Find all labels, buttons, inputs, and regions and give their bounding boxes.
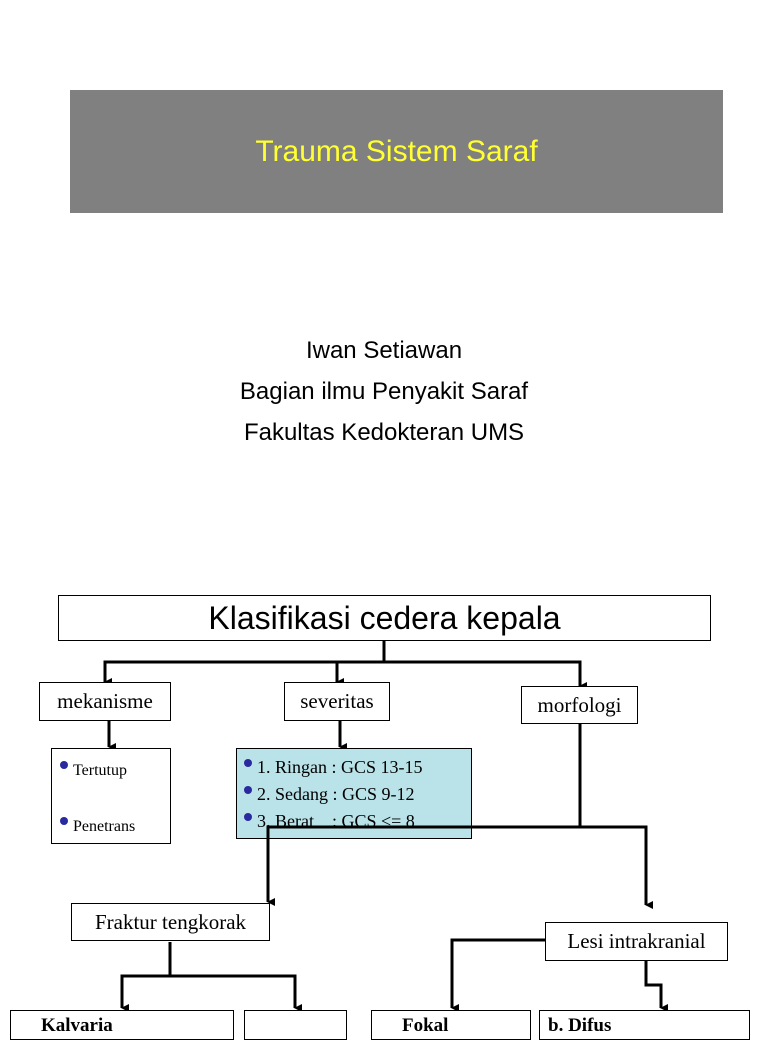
mekanisme-item-penetrans: Penetrans [73,818,136,835]
mekanisme-node: mekanisme [39,682,171,721]
bottom-box-kalvaria: Kalvaria [10,1010,234,1040]
list-item [244,781,471,808]
connector-to-mekanisme [105,662,384,682]
bullet-icon [60,817,68,825]
connector-to-severitas [337,662,384,682]
bullet-icon [244,813,252,821]
slide-title: Trauma Sistem Saraf [255,134,538,168]
connector-to-lesi [580,827,646,905]
connector-fraktur-right [170,976,295,1008]
bottom-box-fokal: Fokal [371,1010,531,1040]
author-name: Iwan Setiawan [305,337,463,364]
bottom-box-fraktur-right [244,1010,347,1040]
severitas-node: severitas [284,682,390,721]
fraktur-node: Fraktur tengkorak [71,903,270,941]
diagram-title: Klasifikasi cedera kepala [58,595,711,641]
connector-to-difus [646,960,661,1008]
list-item [244,808,471,835]
lesi-node: Lesi intrakranial [545,922,728,961]
severitas-list [236,748,472,839]
bottom-box-difus: b. Difus [539,1010,750,1040]
bullet-icon [244,786,252,794]
severitas-item-ringan: 1. Ringan : GCS 13-15 [257,757,423,777]
list-item [244,754,471,781]
morfologi-node: morfologi [521,686,638,724]
author-department: Bagian ilmu Penyakit Saraf [239,378,529,405]
bullet-icon [60,761,68,769]
bullet-icon [244,759,252,767]
author-faculty: Fakultas Kedokteran UMS [243,419,525,446]
connector-to-morfologi [384,662,580,686]
list-item [60,817,135,836]
list-item [60,761,127,780]
connector-to-fokal [452,940,545,1008]
severitas-item-berat: 3. Berat : GCS <= 8 [257,811,415,831]
severitas-item-sedang: 2. Sedang : GCS 9-12 [257,784,415,804]
connector-fraktur-split [122,942,170,1008]
mekanisme-item-tertutup: Tertutup [73,762,127,779]
mekanisme-list [51,748,171,844]
